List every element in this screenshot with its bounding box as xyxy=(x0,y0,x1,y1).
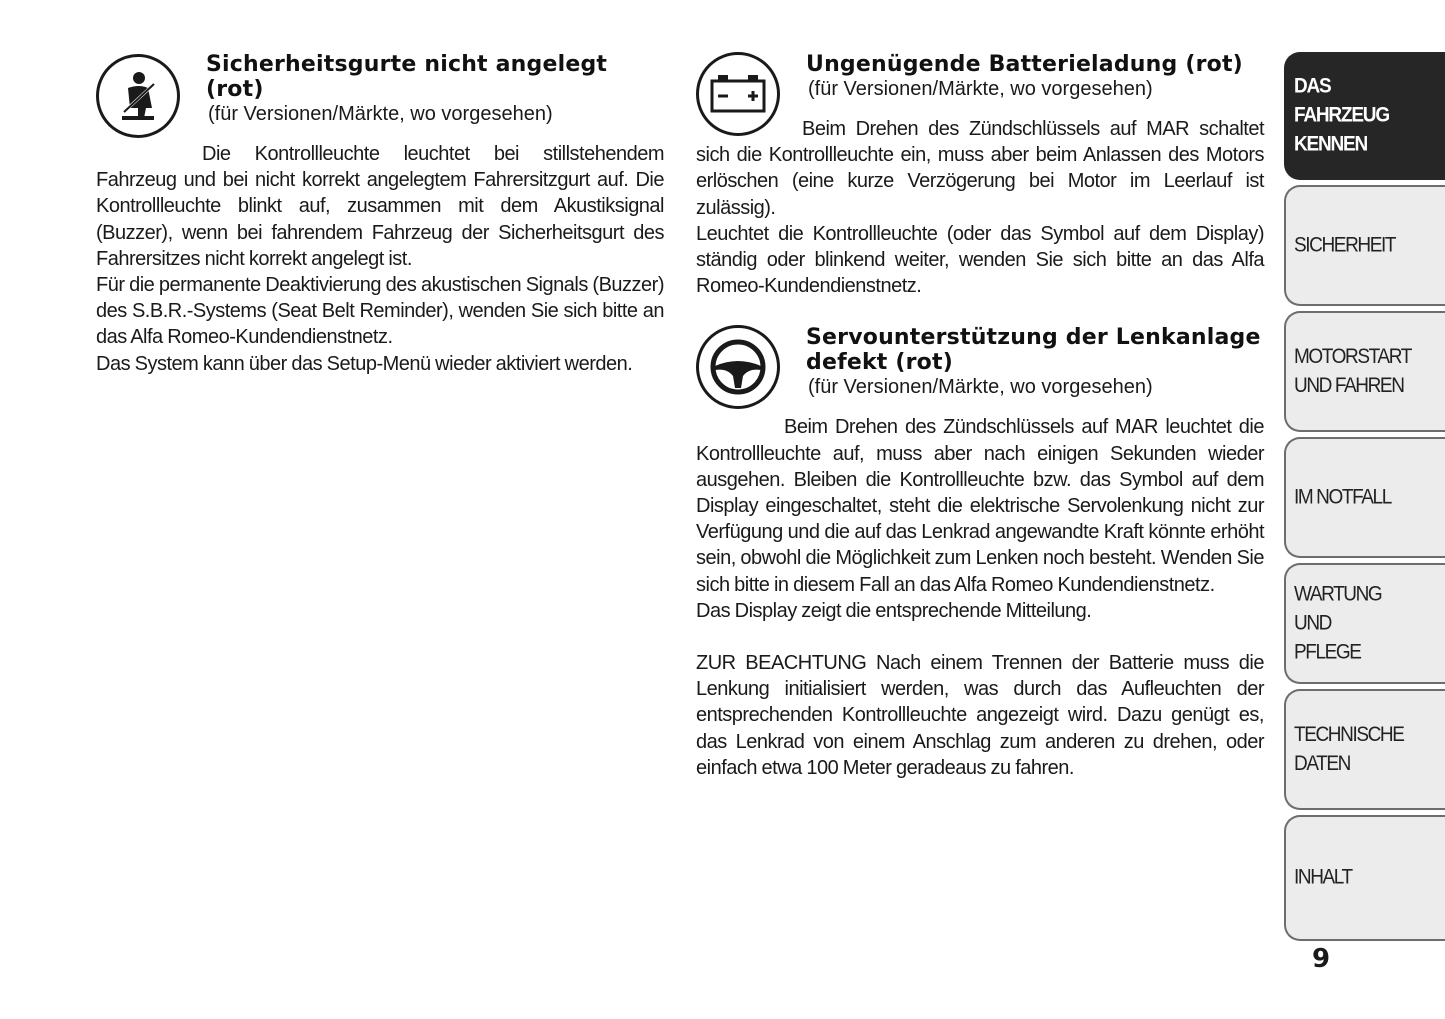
page-number: 9 xyxy=(1311,944,1331,974)
tab-label: SICHERHEIT xyxy=(1294,233,1396,257)
battery-icon xyxy=(696,52,780,136)
tab-label: MOTORSTART UND FAHREN xyxy=(1294,344,1411,398)
seatbelt-title: Sicherheitsgurte nicht angelegt (rot) xyxy=(206,52,608,102)
tab-label: WARTUNG UND PFLEGE xyxy=(1294,582,1382,664)
seatbelt-icon xyxy=(96,54,180,138)
steering-section xyxy=(696,325,1264,781)
tab-sicherheit[interactable] xyxy=(1284,185,1445,306)
left-column xyxy=(96,52,664,377)
tab-das-fahrzeug-kennen[interactable] xyxy=(1284,52,1445,180)
seatbelt-paragraph-2: Für die permanente Deaktivierung des akustischen Signals (Buzzer) des S.B.R.-Systems (Seat Belt Reminder), wenden Sie sich bitte an das Alfa Romeo-Kundendienstnetz. xyxy=(96,274,664,349)
seatbelt-section xyxy=(96,52,664,377)
tab-label: TECHNISCHE DATEN xyxy=(1294,722,1404,776)
steering-paragraph-2: Das Display zeigt die entsprechende Mitteilung. xyxy=(696,599,1092,622)
steering-wheel-icon xyxy=(696,325,780,409)
tab-label: IM NOTFALL xyxy=(1294,485,1391,509)
seatbelt-paragraph-1: Die Kontrollleuchte leuchtet bei stillstehendem Fahrzeug und bei nicht korrekt angelegtem Fahrersitzgurt auf. Die Kontrollleuchte blinkt auf, zusammen mit dem Akustiksignal (Buzzer), wenn bei fahrendem Fahrzeug der Sicherheitsgurt des Fahrersitzes nicht korrekt angelegt ist. xyxy=(96,143,664,270)
tab-motorstart-und-fahren[interactable] xyxy=(1284,311,1445,432)
tab-label: INHALT xyxy=(1294,865,1352,890)
battery-paragraph-1: Beim Drehen des Zündschlüssels auf MAR schaltet sich die Kontrollleuchte ein, muss aber beim Anlassen des Motors erlöschen (eine kurze Verzögerung bei Motor im Leerlauf ist zulässig). xyxy=(696,118,1264,219)
battery-section xyxy=(696,52,1264,299)
battery-title: Ungenügende Batterieladung (rot) xyxy=(806,52,1243,77)
steering-subtitle: (für Versionen/Märkte, wo vorgesehen) xyxy=(808,376,1153,399)
tab-inhalt[interactable] xyxy=(1284,815,1445,941)
tab-im-notfall[interactable] xyxy=(1284,437,1445,558)
tab-wartung-und-pflege[interactable] xyxy=(1284,563,1445,684)
paragraph-spacer xyxy=(696,624,1264,650)
tab-technische-daten[interactable] xyxy=(1284,689,1445,810)
steering-paragraph-1: Beim Drehen des Zündschlüssels auf MAR leuchtet die Kontrollleuchte auf, muss aber nach einigen Sekunden wieder ausgehen. Bleiben die Kontrollleuchte bzw. das Symbol auf dem Display eingeschaltet, steht die elektrische Servolenkung nicht zur Verfügung und die auf das Lenkrad angewandte Kraft könnte erhöht sein, obwohl die Möglichkeit zum Lenken noch besteht. Wenden Sie sich bitte in diesem Fall an das Alfa Romeo Kundendienstnetz. xyxy=(696,416,1264,596)
steering-title: Servounterstützung der Lenkanlage defekt (rot) xyxy=(806,325,1261,376)
seatbelt-subtitle: (für Versionen/Märkte, wo vorgesehen) xyxy=(208,103,553,125)
chapter-tabs xyxy=(1284,52,1445,946)
tab-label: DAS FAHRZEUG KENNEN xyxy=(1294,74,1389,157)
battery-subtitle: (für Versionen/Märkte, wo vorgesehen) xyxy=(808,78,1153,100)
right-column xyxy=(696,52,1264,781)
battery-paragraph-2: Leuchtet die Kontrollleuchte (oder das Symbol auf dem Display) ständig oder blinkend weiter, wenden Sie sich bitte an das Alfa Romeo-Kundendienstnetz. xyxy=(696,222,1264,298)
steering-note: ZUR BEACHTUNG Nach einem Trennen der Batterie muss die Lenkung initialisiert werden, was durch das Aufleuchten der entsprechenden Kontrollleuchte angezeigt wird. Dazu genügt es, das Lenkrad von einem Anschlag zum anderen zu drehen, oder einfach etwa 100 Meter geradeaus zu fahren. xyxy=(696,652,1264,779)
seatbelt-paragraph-3: Das System kann über das Setup-Menü wieder aktiviert werden. xyxy=(96,352,633,375)
